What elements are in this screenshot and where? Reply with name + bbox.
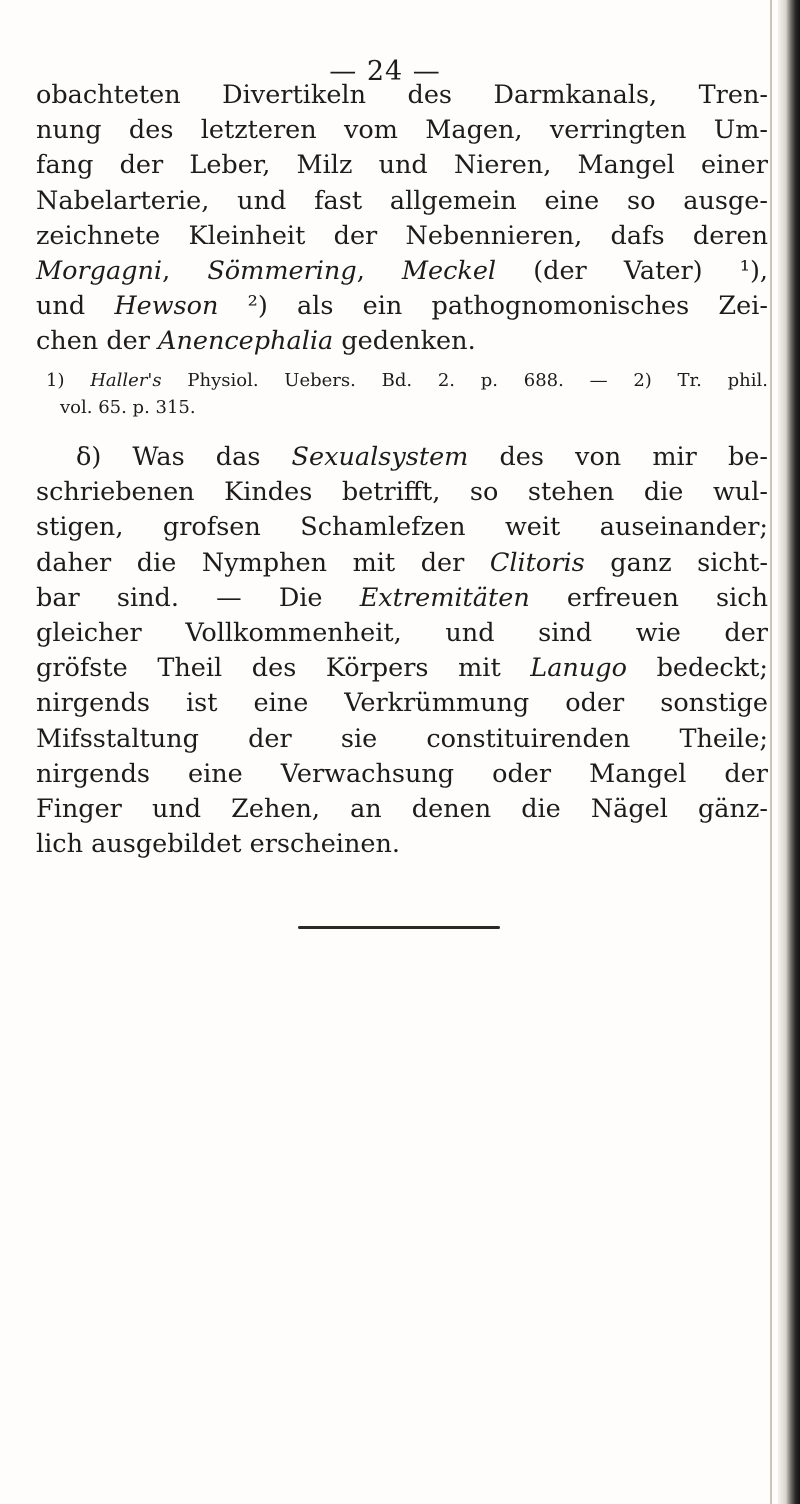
text-line: fang der Leber, Milz und Nieren, Mangel einer bbox=[36, 150, 768, 181]
text-line: obachteten Divertikeln des Darmkanals, Tren- bbox=[36, 80, 768, 110]
text-line: Finger und Zehen, an denen die Nägel gänz- bbox=[36, 794, 768, 825]
author-name: Haller's bbox=[90, 370, 162, 391]
author-name: Hewson bbox=[114, 291, 219, 322]
latin-term: Anencephalia bbox=[158, 326, 334, 357]
footnotes bbox=[46, 367, 768, 421]
text-line: und Hewson ²) als ein pathognomonisches Zei- bbox=[36, 291, 768, 322]
book-binding-edge bbox=[778, 0, 800, 1504]
footnote-line: vol. 65. p. 315. bbox=[60, 397, 196, 418]
author-name: Morgagni bbox=[36, 256, 163, 287]
section-divider-rule bbox=[298, 926, 500, 929]
text-line: Nabelarterie, und fast allgemein eine so ausge- bbox=[36, 185, 768, 216]
gutter-line bbox=[770, 0, 772, 1504]
page-number-header: — 24 — bbox=[329, 56, 441, 87]
latin-term: Clitoris bbox=[489, 547, 585, 578]
text-line: δ) Was das Sexualsystem des von mir be- bbox=[76, 442, 768, 472]
text-line: schriebenen Kindes betrifft, so stehen die wul- bbox=[36, 477, 768, 508]
author-name: Meckel bbox=[401, 256, 497, 287]
paragraph-2 bbox=[36, 440, 768, 862]
latin-term: Lanugo bbox=[530, 653, 627, 684]
text-line: chen der Anencephalia gedenken. bbox=[36, 326, 476, 357]
text-line: zeichnete Kleinheit der Nebennieren, dafs deren bbox=[36, 220, 768, 251]
text-line: Morgagni, Sömmering, Meckel (der Vater) ¹), bbox=[36, 256, 768, 287]
text-line: nirgends eine Verwachsung oder Mangel der bbox=[36, 758, 768, 789]
text-line: gröfste Theil des Körpers mit Lanugo bedeckt; bbox=[36, 653, 768, 684]
text-line: nirgends ist eine Verkrümmung oder sonstige bbox=[36, 688, 768, 719]
text-line: stigen, grofsen Schamlefzen weit auseinander; bbox=[36, 512, 768, 543]
text-line: gleicher Vollkommenheit, und sind wie der bbox=[36, 618, 768, 649]
footnote-line: 1) Haller's Physiol. Uebers. Bd. 2. p. 688. — 2) Tr. phil. bbox=[46, 370, 769, 391]
latin-term: Extremitäten bbox=[359, 582, 530, 613]
text-line: Mifsstaltung der sie constituirenden Theile; bbox=[36, 723, 768, 754]
text-line: nung des letzteren vom Magen, verringten Um- bbox=[36, 115, 768, 146]
text-line: bar sind. — Die Extremitäten erfreuen sich bbox=[36, 582, 768, 613]
author-name: Sömmering bbox=[207, 256, 357, 287]
text-line: lich ausgebildet erscheinen. bbox=[36, 829, 401, 860]
paragraph-1 bbox=[36, 78, 768, 360]
text-line: daher die Nymphen mit der Clitoris ganz sicht- bbox=[36, 547, 768, 578]
latin-term: Sexualsystem bbox=[291, 442, 469, 472]
